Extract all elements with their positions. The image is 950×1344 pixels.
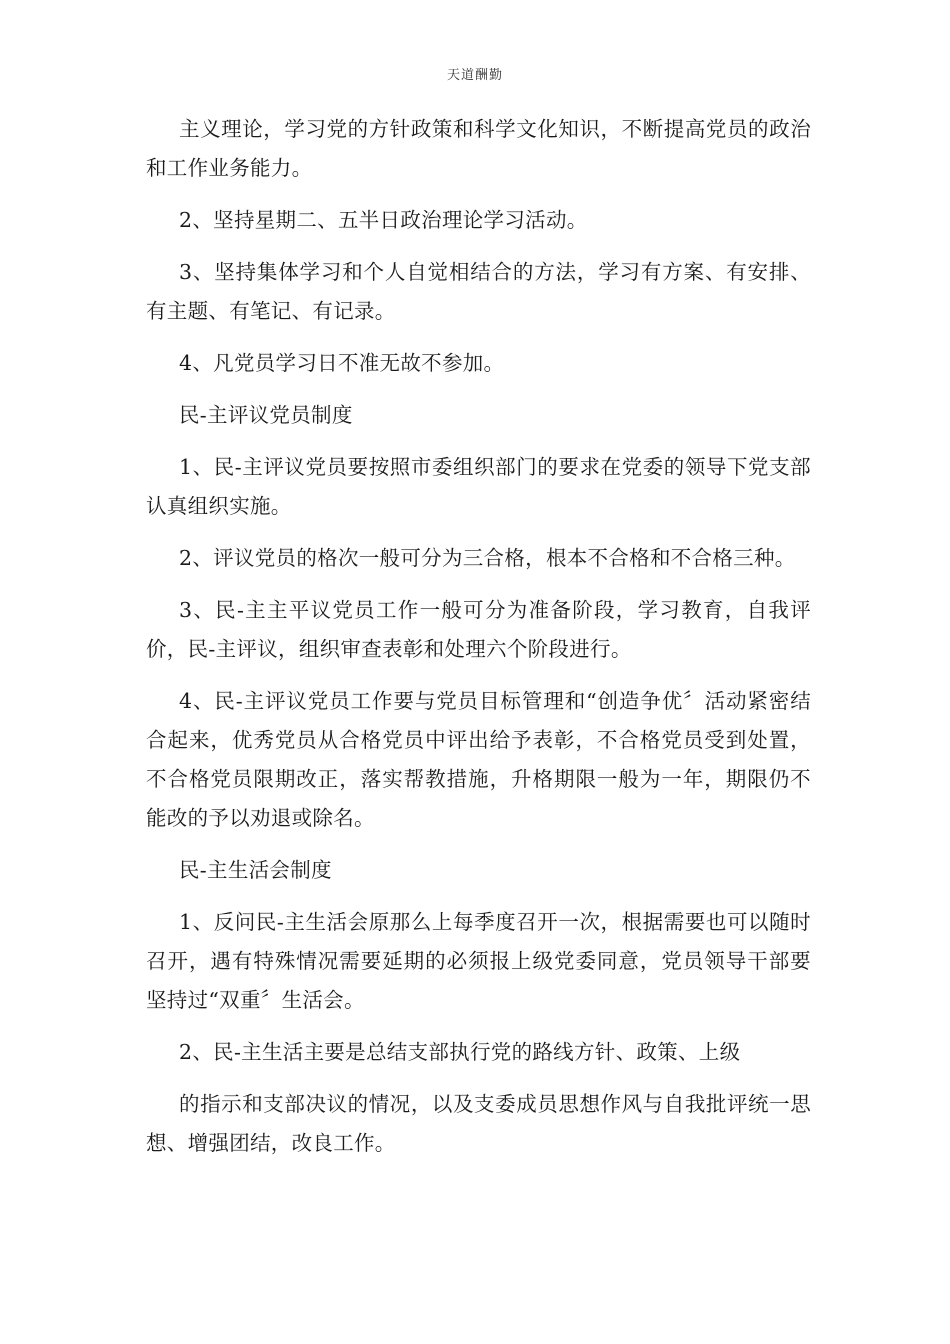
paragraph-4: 4、凡党员学习日不准无故不参加。 [179, 351, 505, 375]
section-heading-evaluation: 民-主评议党员制度 [179, 403, 353, 427]
document-body [146, 110, 811, 1176]
paragraph-9: 4、民-主评议党员工作要与党员目标管理和“创造争优〞活动紧密结合起来，优秀党员从合格党员中评出给予表彰，不合格党员受到处置，不合格党员限期改正，落实帮教措施，升格期限一般为一年，期限仍不能改的予以劝退或除名。 [146, 689, 811, 830]
paragraph-13: 的指示和支部决议的情况，以及支委成员思想作风与自我批评统一思想、增强团结，改良工作。 [146, 1092, 811, 1155]
paragraph-12: 2、民-主生活主要是总结支部执行党的路线方针、政策、上级 [179, 1040, 741, 1064]
section-heading-life-meeting: 民-主生活会制度 [179, 858, 332, 882]
paragraph-2: 2、坚持星期二、五半日政治理论学习活动。 [179, 208, 588, 232]
paragraph-6: 1、民-主评议党员要按照市委组织部门的要求在党委的领导下党支部认真组织实施。 [146, 455, 811, 518]
paragraph-1: 主义理论，学习党的方针政策和科学文化知识，不断提高党员的政治和工作业务能力。 [146, 117, 811, 180]
paragraph-11: 1、反问民-主生活会原那么上每季度召开一次，根据需要也可以随时召开，遇有特殊情况需要延期的必须报上级党委同意，党员领导干部要坚持过“双重〞生活会。 [146, 910, 811, 1012]
paragraph-8: 3、民-主主平议党员工作一般可分为准备阶段，学习教育，自我评价，民-主评议，组织审查表彰和处理六个阶段进行。 [146, 598, 811, 661]
paragraph-3: 3、坚持集体学习和个人自觉相结合的方法，学习有方案、有安排、有主题、有笔记、有记录。 [146, 260, 811, 323]
paragraph-7: 2、评议党员的格次一般可分为三合格，根本不合格和不合格三种。 [179, 546, 796, 570]
page-header: 天道酬勤 [446, 68, 503, 83]
